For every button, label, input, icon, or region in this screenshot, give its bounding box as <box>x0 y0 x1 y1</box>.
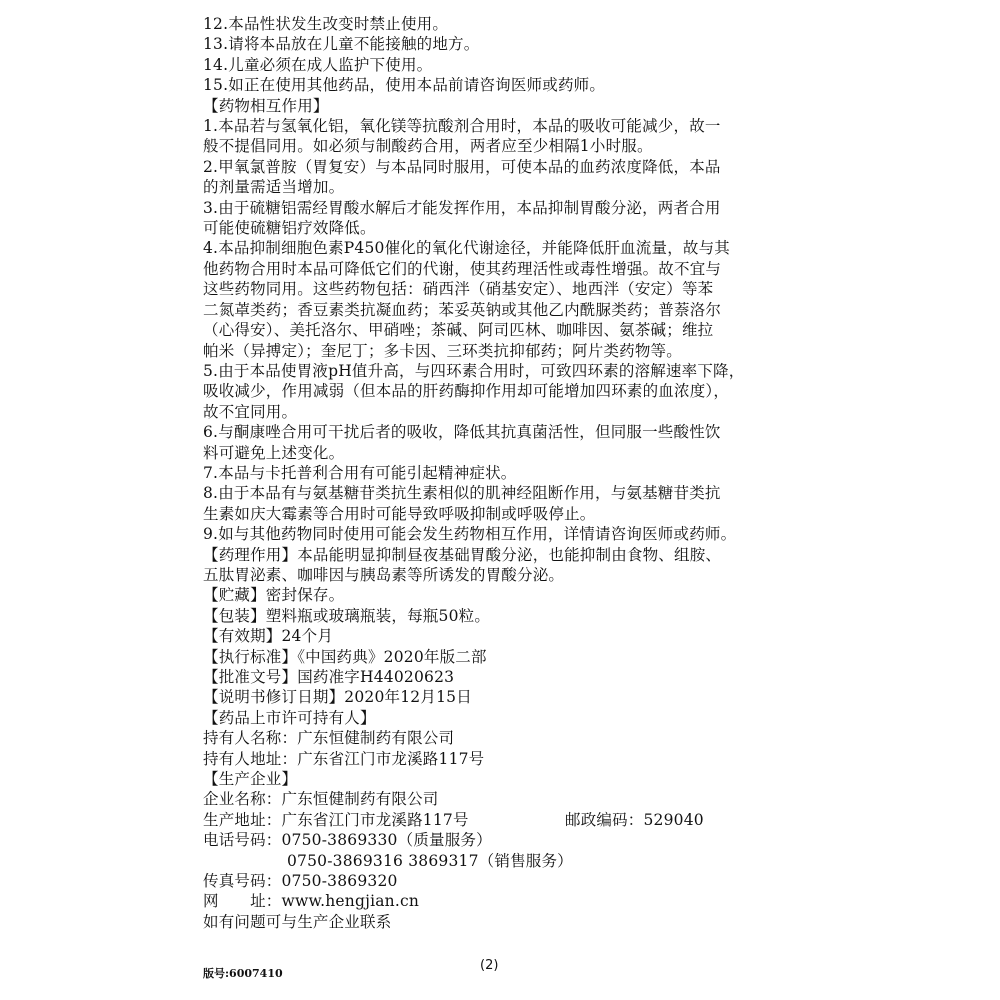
pharmacology-line: 【药理作用】本品能明显抑制昼夜基础胃酸分泌，也能抑制由食物、组胺、 <box>203 545 722 564</box>
revision-date-section: 【说明书修订日期】2020年12月15日 <box>203 688 472 707</box>
package-section: 【包装】塑料瓶或玻璃瓶装，每瓶50粒。 <box>203 606 491 625</box>
interactions-line: 吸收减少，作用减弱（但本品的肝药酶抑作用却可能增加四环素的血浓度）， <box>203 382 730 401</box>
website-row <box>203 891 793 911</box>
manufacturer-heading: 【生产企业】 <box>203 770 298 789</box>
interactions-line: 他药物合用时本品可降低它们的代谢，使其药理活性或毒性增强。故不宜与 <box>203 259 722 278</box>
interactions-line: （心得安）、美托洛尔、甲硝唑；茶碱、阿司匹林、咖啡因、氨茶碱；维拉 <box>203 321 714 340</box>
pharmacology-line: 五肽胃泌素、咖啡因与胰岛素等所诱发的胃酸分泌。 <box>203 565 565 584</box>
interactions-line: 3.由于硫糖铝需经胃酸水解后才能发挥作用，本品抑制胃酸分泌，两者合用 <box>203 198 721 217</box>
leaflet-page <box>203 14 793 932</box>
postal-code: 邮政编码：529040 <box>565 810 704 829</box>
website-url: www.hengjian.cn <box>281 892 420 911</box>
warning-item-14: 14.儿童必须在成人监护下使用。 <box>203 55 433 74</box>
manufacturer-address: 生产地址：广东省江门市龙溪路117号 <box>203 810 469 829</box>
validity-section: 【有效期】24个月 <box>203 627 334 646</box>
warning-item-15: 15.如正在使用其他药品，使用本品前请咨询医师或药师。 <box>203 76 606 95</box>
interactions-line: 2.甲氧氯普胺（胃复安）与本品同时服用，可使本品的血药浓度降低，本品 <box>203 157 721 176</box>
manufacturer-address-row <box>203 810 793 830</box>
interactions-line: 般不提倡同用。如必须与制酸药合用，两者应至少相隔1小时服。 <box>203 137 653 156</box>
interactions-line: 这些药物同用。这些药物包括：硝西泮（硝基安定）、地西泮（安定）等苯 <box>203 280 714 299</box>
page-number: (2) <box>480 958 499 973</box>
website-label: 网 址： <box>203 892 282 911</box>
phone-sales: 0750-3869316 3869317（销售服务） <box>287 851 573 870</box>
interactions-heading: 【药物相互作用】 <box>203 96 329 115</box>
warning-item-12: 12.本品性状发生改变时禁止使用。 <box>203 15 449 33</box>
contact-note: 如有问题可与生产企业联系 <box>203 912 392 931</box>
fax-number: 传真号码：0750-3869320 <box>203 872 398 891</box>
interactions-line: 可能使硫糖铝疗效降低。 <box>203 219 376 238</box>
warning-item-13: 13.请将本品放在儿童不能接触的地方。 <box>203 35 480 54</box>
interactions-line: 生素如庆大霉素等合用时可能导致呼吸抑制或呼吸停止。 <box>203 504 596 523</box>
manufacturer-name: 企业名称：广东恒健制药有限公司 <box>203 790 439 809</box>
holder-heading: 【药品上市许可持有人】 <box>203 708 376 727</box>
interactions-line: 7.本品与卡托普利合用有可能引起精神症状。 <box>203 463 517 482</box>
phone-quality: 电话号码：0750-3869330（质量服务） <box>203 831 492 850</box>
interactions-line: 9.如与其他药物同时使用可能会发生药物相互作用，详情请咨询医师或药师。 <box>203 525 737 544</box>
holder-address: 持有人地址：广东省江门市龙溪路117号 <box>203 749 485 768</box>
interactions-line: 故不宜同用。 <box>203 402 298 421</box>
interactions-line: 二氮䓬类药；香豆素类抗凝血药；苯妥英钠或其他乙内酰脲类药；普萘洛尔 <box>203 300 722 319</box>
approval-section: 【批准文号】国药准字H44020623 <box>203 668 455 686</box>
interactions-line: 4.本品抑制细胞色素P450催化的氧化代谢途径，并能降低肝血流量，故与其 <box>203 239 731 258</box>
interactions-line: 6.与酮康唑合用可干扰后者的吸收，降低其抗真菌活性，但同服一些酸性饮 <box>203 423 721 442</box>
interactions-line: 帕米（异搏定）；奎尼丁；多卡因、三环类抗抑郁药；阿片类药物等。 <box>203 341 682 360</box>
interactions-line: 8.由于本品有与氨基糖苷类抗生素相似的肌神经阻断作用，与氨基糖苷类抗 <box>203 484 721 503</box>
interactions-line: 1.本品若与氢氧化铝，氧化镁等抗酸剂合用时，本品的吸收可能减少，故一 <box>203 117 721 136</box>
storage-section: 【贮藏】密封保存。 <box>203 586 345 605</box>
standard-section: 【执行标准】《中国药典》2020年版二部 <box>203 647 487 666</box>
version-number: 版号:6007410 <box>203 967 283 980</box>
holder-name: 持有人名称：广东恒健制药有限公司 <box>203 729 455 748</box>
interactions-line: 5.由于本品使胃液pH值升高，与四环素合用时，可致四环素的溶解速率下降， <box>203 361 745 380</box>
interactions-line: 料可避免上述变化。 <box>203 443 345 462</box>
interactions-line: 的剂量需适当增加。 <box>203 178 345 197</box>
